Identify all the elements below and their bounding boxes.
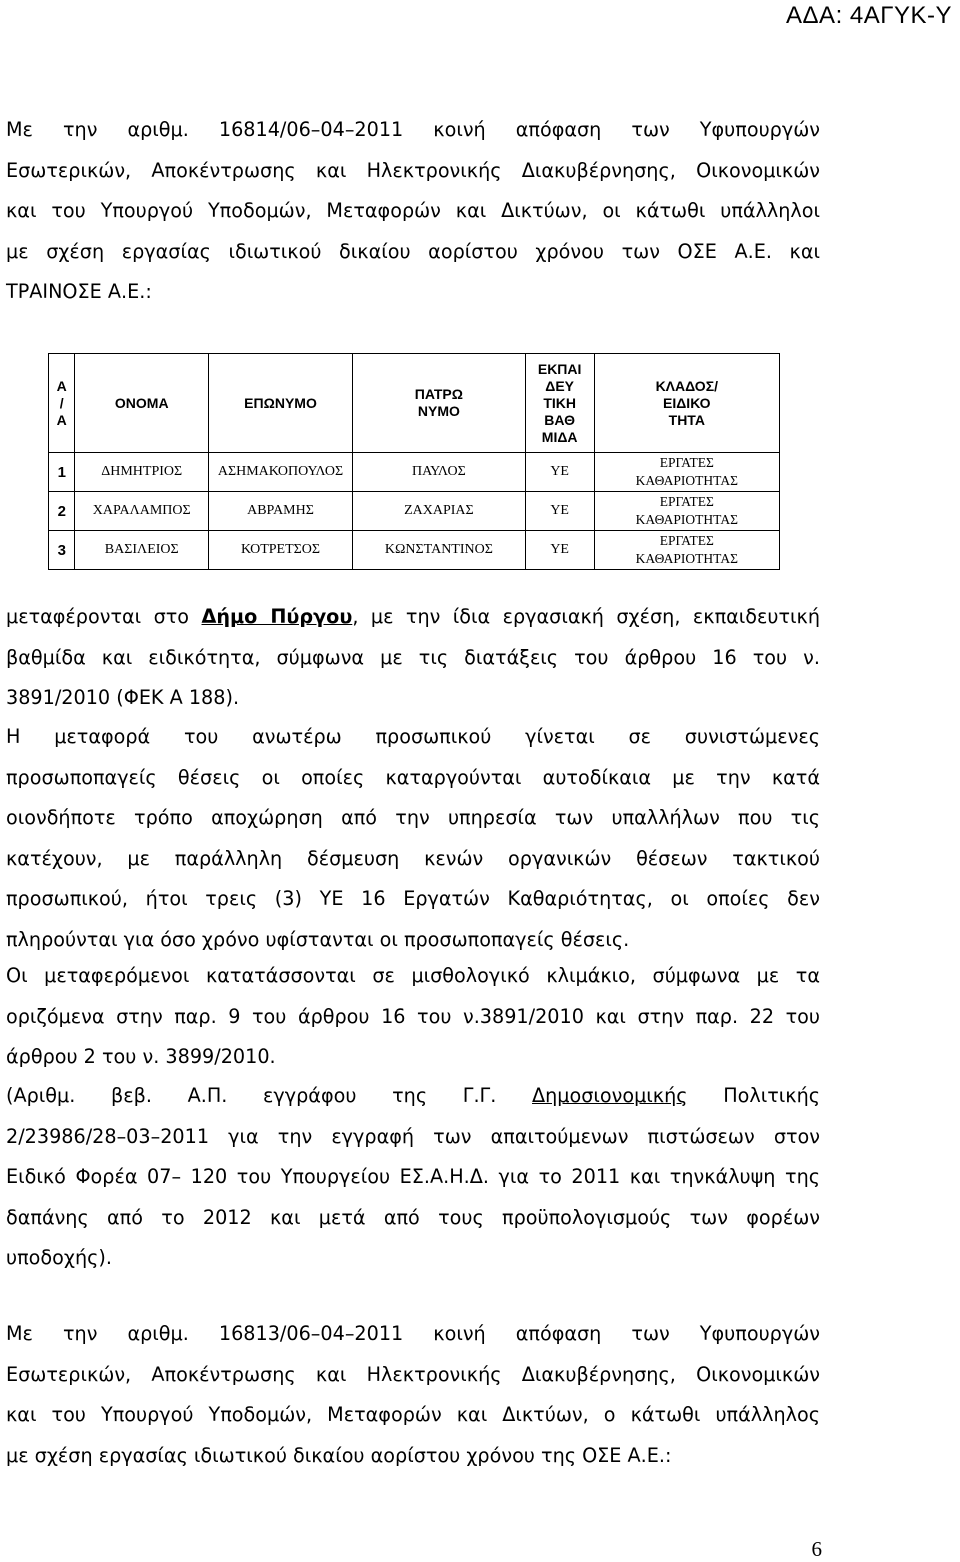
text-line: Ειδικό Φορέα 07– 120 του Υπουργείου ΕΣ.Α.Η.Δ. για το 2011 και τηνκάλυψη της [6, 1165, 820, 1189]
municipality-name: Δήμο Πύργου [201, 605, 353, 628]
paragraph-budget [6, 1076, 820, 1279]
header-onoma: ΟΝΟΜΑ [75, 354, 208, 453]
text-line: Οι μεταφερόμενοι κατατάσσονται σε μισθολογικό κλιμάκιο, σύμφωνα με τα [6, 964, 820, 987]
cell-aa: 1 [49, 453, 75, 492]
text-line: προσωποπαγείς θέσεις οι οποίες καταργούνται αυτοδίκαια με την κατά [6, 765, 820, 789]
cell-ekp: ΥΕ [525, 492, 594, 531]
underlined-term: Δημοσιονομικής [532, 1084, 688, 1107]
text-line: Εσωτερικών, Αποκέντρωσης και Ηλεκτρονικής Διακυβέρνησης, Οικονομικών [6, 158, 820, 182]
text-line: 2/23986/28–03–2011 για την εγγραφή των απαιτούμενων πιστώσεων στον [6, 1124, 820, 1148]
text-line: πληρούνται για όσο χρόνο υφίστανται οι προσωποπαγείς θέσεις. [6, 927, 630, 951]
text-line: Με την αριθμ. 16813/06–04–2011 κοινή απόφαση των Υφυπουργών [6, 1322, 820, 1345]
cell-patronymo: ΚΩΝΣΤΑΝΤΙΝΟΣ [353, 531, 526, 570]
text-line: οριζόμενα στην παρ. 9 του άρθρου 16 του ν.3891/2010 και στην παρ. 22 του [6, 1004, 820, 1028]
text-line: Με την αριθμ. 16814/06–04–2011 κοινή απόφαση των Υφυπουργών [6, 118, 820, 141]
cell-onoma: ΒΑΣΙΛΕΙΟΣ [75, 531, 208, 570]
cell-eponymo: ΑΒΡΑΜΗΣ [208, 492, 352, 531]
cell-klados: ΕΡΓΑΤΕΣ ΚΑΘΑΡΙΟΤΗΤΑΣ [594, 453, 779, 492]
cell-patronymo: ΖΑΧΑΡΙΑΣ [353, 492, 526, 531]
text-line: δαπάνης από το 2012 και μετά από τους προϋπολογισμούς των φορέων [6, 1205, 820, 1229]
cell-aa: 3 [49, 531, 75, 570]
page-number: 6 [811, 1537, 822, 1561]
header-eponymo: ΕΠΩΝΥΜΟ [208, 354, 352, 453]
text-line: άρθρου 2 του ν. 3899/2010. [6, 1045, 276, 1069]
paragraph-intro-2 [6, 1314, 820, 1476]
text-line: με σχέση εργασίας ιδιωτικού δικαίου αορίστου χρόνου των ΟΣΕ Α.Ε. και [6, 239, 820, 263]
text-line: 3891/2010 (ΦΕΚ Α 188). [6, 686, 240, 710]
paragraph-salary [6, 956, 820, 1078]
cell-eponymo: ΚΟΤΡΕΤΣΟΣ [208, 531, 352, 570]
paragraph-intro-1 [6, 110, 820, 313]
text-line: μεταφέρονται στο Δήμο Πύργου, με την ίδια εργασιακή σχέση, εκπαιδευτική [6, 605, 820, 628]
text-line: και του Υπουργού Υποδομών, Μεταφορών και Δικτύων, οι κάτωθι υπάλληλοι [6, 199, 820, 223]
text-line: με σχέση εργασίας ιδιωτικού δικαίου αορίστου χρόνου της ΟΣΕ Α.Ε.: [6, 1443, 672, 1467]
cell-eponymo: ΑΣΗΜΑΚΟΠΟΥΛΟΣ [208, 453, 352, 492]
cell-ekp: ΥΕ [525, 453, 594, 492]
cell-klados: ΕΡΓΑΤΕΣ ΚΑΘΑΡΙΟΤΗΤΑΣ [594, 531, 779, 570]
paragraph-transfer [6, 597, 820, 719]
header-klados: ΚΛΑΔΟΣ/ ΕΙΔΙΚΟ ΤΗΤΑ [594, 354, 779, 453]
paragraph-positions [6, 717, 820, 961]
table-header-row [49, 354, 780, 453]
cell-aa: 2 [49, 492, 75, 531]
text-line: (Αριθμ. βεβ. Α.Π. εγγράφου της Γ.Γ. Δημοσιονομικής Πολιτικής [6, 1084, 820, 1107]
header-patronymo: ΠΑΤΡΩ ΝΥΜΟ [353, 354, 526, 453]
ada-code: ΑΔΑ: 4ΑΓΥΚ-Υ [786, 2, 952, 29]
text-line: ΤΡΑΙΝΟΣΕ Α.Ε.: [6, 280, 152, 304]
table-row [49, 492, 780, 531]
cell-onoma: ΧΑΡΑΛΑΜΠΟΣ [75, 492, 208, 531]
header-aa: Α / Α [49, 354, 75, 453]
header-ekpaideutiki: ΕΚΠΑΙ ΔΕΥ ΤΙΚΗ ΒΑΘ ΜΙΔΑ [525, 354, 594, 453]
text-line: προσωπικού, ήτοι τρεις (3) ΥΕ 16 Εργατών Καθαριότητας, οι οποίες δεν [6, 887, 820, 911]
text-line: Η μεταφορά του ανωτέρω προσωπικού γίνεται σε συνιστώμενες [6, 725, 820, 748]
text-line: βαθμίδα και ειδικότητα, σύμφωνα με τις διατάξεις του άρθρου 16 του ν. [6, 645, 820, 669]
table-row [49, 531, 780, 570]
table-row [49, 453, 780, 492]
cell-klados: ΕΡΓΑΤΕΣ ΚΑΘΑΡΙΟΤΗΤΑΣ [594, 492, 779, 531]
text-line: και του Υπουργού Υποδομών, Μεταφορών και Δικτύων, ο κάτωθι υπάλληλος [6, 1403, 820, 1427]
text-line: κατέχουν, με παράλληλη δέσμευση κενών οργανικών θέσεων τακτικού [6, 846, 820, 870]
cell-ekp: ΥΕ [525, 531, 594, 570]
text-line: Εσωτερικών, Αποκέντρωσης και Ηλεκτρονικής Διακυβέρνησης, Οικονομικών [6, 1362, 820, 1386]
cell-patronymo: ΠΑΥΛΟΣ [353, 453, 526, 492]
cell-onoma: ΔΗΜΗΤΡΙΟΣ [75, 453, 208, 492]
employees-table [48, 353, 780, 570]
text-line: υποδοχής). [6, 1246, 112, 1270]
text-line: οιονδήποτε τρόπο αποχώρηση από την υπηρεσία των υπαλλήλων που τις [6, 806, 820, 830]
